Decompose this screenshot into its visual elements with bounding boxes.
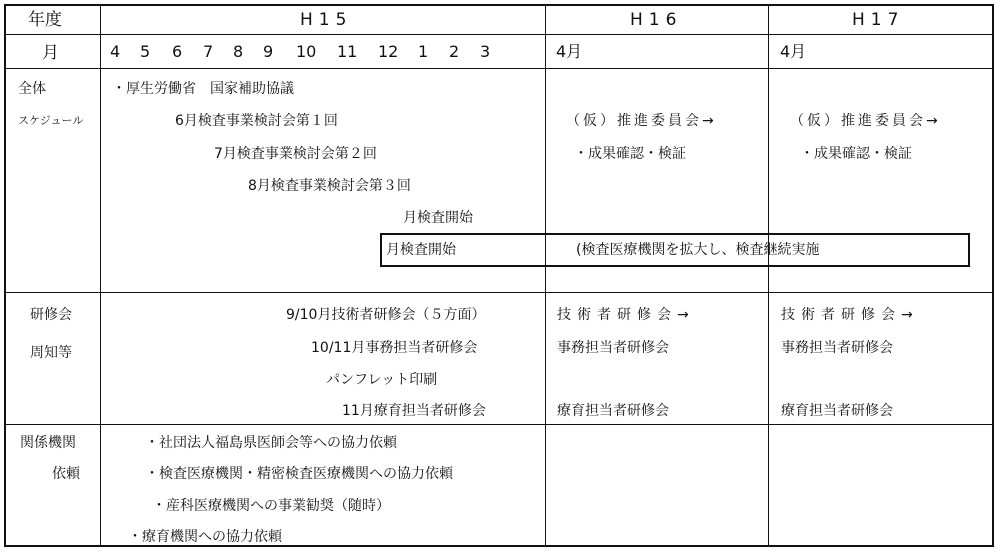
month-2: 2	[449, 42, 460, 61]
row-divider	[4, 68, 994, 69]
relations-item: ・療育機関への協力依頼	[128, 529, 282, 545]
column-divider	[768, 4, 769, 547]
relations-item: ・検査医療機関・精密検査医療機関への協力依頼	[145, 466, 453, 482]
h16-schedule-item: （仮）推進委員会→	[566, 113, 717, 129]
h16-training-item: 事務担当者研修会	[557, 340, 669, 356]
relations-row-sublabel: 依頼	[52, 466, 80, 482]
month-4: 4	[110, 42, 121, 61]
month-5: 5	[140, 42, 151, 61]
month-1: 1	[418, 42, 429, 61]
schedule-row-label: 全体	[18, 81, 46, 97]
month-8: 8	[233, 42, 244, 61]
row-divider	[4, 292, 994, 293]
training-item: パンフレット印刷	[326, 372, 438, 388]
month-3: 3	[480, 42, 491, 61]
year-column-header: 年度	[28, 10, 62, 30]
month-9: 9	[263, 42, 274, 61]
relations-item: ・産科医療機関への事業勧奨（随時）	[152, 498, 390, 514]
month-12: 12	[378, 42, 399, 61]
month-6: 6	[172, 42, 183, 61]
training-item: 9/10月技術者研修会（５方面）	[286, 307, 486, 323]
year-h17: H17	[852, 10, 905, 30]
training-row-label: 研修会	[30, 307, 72, 323]
h17-training-item: 技術者研修会→	[781, 307, 919, 323]
month-h17: 4月	[780, 42, 807, 61]
h16-schedule-item: ・成果確認・検証	[574, 146, 686, 162]
year-h15: H15	[300, 10, 353, 30]
month-h16: 4月	[556, 42, 583, 61]
month-7: 7	[203, 42, 214, 61]
h17-schedule-item: ・成果確認・検証	[800, 146, 912, 162]
month-column-header: 月	[42, 43, 59, 63]
h17-training-item: 事務担当者研修会	[781, 340, 893, 356]
h17-schedule-item: （仮）推進委員会→	[790, 113, 941, 129]
schedule-item: ・厚生労働省 国家補助協議	[112, 81, 294, 97]
row-divider	[4, 424, 994, 425]
continuation-start: 月検査開始	[386, 242, 456, 258]
h17-training-item: 療育担当者研修会	[781, 403, 893, 419]
schedule-item: 月検査開始	[403, 210, 473, 226]
training-item: 11月療育担当者研修会	[342, 403, 486, 419]
row-divider	[4, 34, 994, 35]
continuation-note: (検査医療機関を拡大し、検査継続実施	[576, 242, 820, 258]
schedule-item: 7月検査事業検討会第２回	[214, 146, 377, 162]
month-11: 11	[337, 42, 358, 61]
training-row-sublabel: 周知等	[30, 345, 72, 361]
h16-training-item: 療育担当者研修会	[557, 403, 669, 419]
schedule-item: 6月検査事業検討会第１回	[175, 113, 338, 129]
relations-row-label: 関係機関	[20, 435, 76, 451]
schedule-item: 8月検査事業検討会第３回	[248, 178, 411, 194]
schedule-row-sublabel: スケジュール	[18, 114, 84, 127]
year-h16: H16	[630, 10, 683, 30]
relations-item: ・社団法人福島県医師会等への協力依頼	[145, 435, 397, 451]
column-divider	[545, 4, 546, 547]
h16-training-item: 技術者研修会→	[557, 307, 695, 323]
month-10: 10	[296, 42, 317, 61]
column-divider	[100, 4, 101, 547]
training-item: 10/11月事務担当者研修会	[311, 340, 478, 356]
